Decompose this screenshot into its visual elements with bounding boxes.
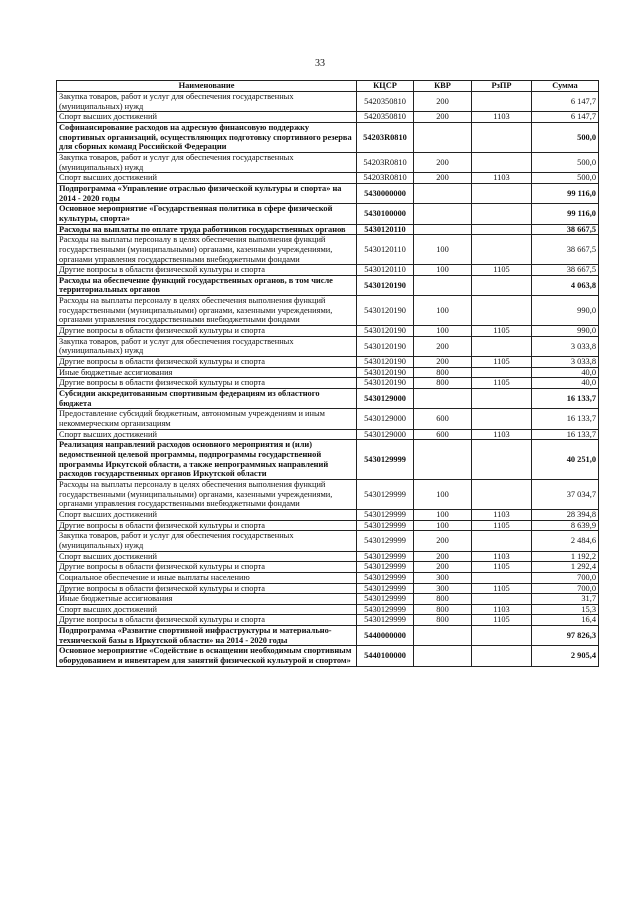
cell-sum: 6 147,7 [532, 92, 599, 112]
table-row [57, 409, 599, 429]
cell-name: Спорт высших достижений [57, 173, 357, 184]
cell-rzpr: 1105 [472, 562, 532, 573]
cell-name: Субсидии аккредитованным спортивным федерациям из областного бюджета [57, 389, 357, 409]
cell-sum: 97 826,3 [532, 626, 599, 646]
table-row [57, 520, 599, 531]
cell-kvr: 100 [414, 235, 472, 265]
cell-rzpr: 1103 [472, 429, 532, 440]
cell-sum: 38 667,5 [532, 235, 599, 265]
cell-name: Другие вопросы в области физической культуры и спорта [57, 265, 357, 276]
cell-rzpr [472, 479, 532, 509]
cell-kvr [414, 626, 472, 646]
cell-rzpr [472, 235, 532, 265]
cell-rzpr: 1105 [472, 520, 532, 531]
cell-kcsr: 5430129999 [357, 615, 414, 626]
table-row [57, 509, 599, 520]
table-row [57, 440, 599, 480]
cell-kvr: 200 [414, 357, 472, 368]
cell-rzpr: 1103 [472, 112, 532, 123]
cell-sum: 2 905,4 [532, 646, 599, 666]
header-kvr: КВР [414, 81, 472, 92]
cell-sum: 99 116,0 [532, 183, 599, 203]
cell-sum: 28 394,8 [532, 509, 599, 520]
cell-kcsr: 5430120110 [357, 265, 414, 276]
cell-kcsr: 5430120110 [357, 224, 414, 235]
cell-rzpr: 1103 [472, 604, 532, 615]
cell-rzpr [472, 296, 532, 326]
cell-name: Расходы на выплаты персоналу в целях обеспечения выполнения функций государственными (муниципальными) органами, казенными учреждениями, органами управления государственными внебюджетными фондами [57, 235, 357, 265]
cell-kvr: 200 [414, 152, 472, 172]
table-row [57, 646, 599, 666]
cell-sum: 500,0 [532, 152, 599, 172]
cell-name: Реализация направлений расходов основного мероприятия и (или) ведомственной целевой программы, подпрограммы государственной программы Иркутской области, а также непрограммных направлений расходов государственных органов Иркутской области [57, 440, 357, 480]
cell-kvr [414, 389, 472, 409]
table-row [57, 92, 599, 112]
cell-kvr [414, 275, 472, 295]
cell-rzpr: 1105 [472, 378, 532, 389]
cell-rzpr [472, 122, 532, 152]
cell-name: Спорт высших достижений [57, 551, 357, 562]
cell-kcsr: 5430129999 [357, 562, 414, 573]
cell-kcsr: 5430129999 [357, 572, 414, 583]
cell-sum: 700,0 [532, 583, 599, 594]
cell-sum: 3 033,8 [532, 357, 599, 368]
cell-kcsr: 5430129999 [357, 440, 414, 480]
cell-sum: 40,0 [532, 367, 599, 378]
table-row [57, 122, 599, 152]
cell-kvr: 100 [414, 520, 472, 531]
cell-name: Закупка товаров, работ и услуг для обеспечения государственных (муниципальных) нужд [57, 92, 357, 112]
cell-kcsr: 5430129999 [357, 594, 414, 605]
cell-rzpr: 1103 [472, 173, 532, 184]
cell-sum: 16,4 [532, 615, 599, 626]
cell-sum: 15,3 [532, 604, 599, 615]
header-name: Наименование [57, 81, 357, 92]
cell-kvr: 200 [414, 562, 472, 573]
cell-kcsr: 54203R0810 [357, 152, 414, 172]
cell-kcsr: 5430129999 [357, 509, 414, 520]
cell-kvr [414, 122, 472, 152]
cell-kvr: 100 [414, 265, 472, 276]
cell-rzpr [472, 152, 532, 172]
table-header-row [57, 81, 599, 92]
cell-rzpr [472, 275, 532, 295]
cell-kcsr: 5430120110 [357, 235, 414, 265]
cell-name: Другие вопросы в области физической культуры и спорта [57, 583, 357, 594]
cell-name: Спорт высших достижений [57, 509, 357, 520]
table-row [57, 235, 599, 265]
page-number: 33 [315, 58, 325, 69]
table-row [57, 389, 599, 409]
cell-rzpr: 1105 [472, 583, 532, 594]
cell-name: Другие вопросы в области физической культуры и спорта [57, 378, 357, 389]
cell-rzpr [472, 204, 532, 224]
cell-rzpr: 1105 [472, 615, 532, 626]
cell-kcsr: 5430120190 [357, 336, 414, 356]
cell-kvr [414, 224, 472, 235]
cell-kcsr: 5430129000 [357, 409, 414, 429]
cell-name: Социальное обеспечение и иные выплаты населению [57, 572, 357, 583]
cell-name: Другие вопросы в области физической культуры и спорта [57, 562, 357, 573]
cell-kcsr: 5440000000 [357, 626, 414, 646]
cell-sum: 6 147,7 [532, 112, 599, 123]
cell-rzpr [472, 224, 532, 235]
cell-kcsr: 5430120190 [357, 275, 414, 295]
header-rzpr: РзПР [472, 81, 532, 92]
cell-kcsr: 5430129000 [357, 429, 414, 440]
cell-sum: 16 133,7 [532, 389, 599, 409]
cell-kvr: 200 [414, 531, 472, 551]
cell-name: Расходы на обеспечение функций государственных органов, в том числе территориальных органов [57, 275, 357, 295]
table-row [57, 429, 599, 440]
cell-name: Закупка товаров, работ и услуг для обеспечения государственных (муниципальных) нужд [57, 152, 357, 172]
cell-rzpr [472, 336, 532, 356]
cell-rzpr [472, 626, 532, 646]
cell-rzpr [472, 531, 532, 551]
table-row [57, 326, 599, 337]
cell-name: Расходы на выплаты персоналу в целях обеспечения выполнения функций государственными (муниципальными) органами, казенными учреждениями, органами управления государственными внебюджетными фондами [57, 479, 357, 509]
cell-kcsr: 5430120190 [357, 357, 414, 368]
cell-name: Другие вопросы в области физической культуры и спорта [57, 615, 357, 626]
cell-rzpr [472, 646, 532, 666]
table-row [57, 583, 599, 594]
cell-sum: 700,0 [532, 572, 599, 583]
cell-kvr: 200 [414, 112, 472, 123]
cell-kcsr: 5430000000 [357, 183, 414, 203]
cell-rzpr: 1103 [472, 551, 532, 562]
cell-kvr: 600 [414, 429, 472, 440]
cell-rzpr [472, 367, 532, 378]
cell-kvr: 300 [414, 583, 472, 594]
cell-sum: 40 251,0 [532, 440, 599, 480]
cell-rzpr [472, 389, 532, 409]
cell-kcsr: 5430129999 [357, 479, 414, 509]
table-row [57, 112, 599, 123]
cell-name: Подпрограмма «Управление отраслью физической культуры и спорта» на 2014 - 2020 годы [57, 183, 357, 203]
cell-sum: 16 133,7 [532, 429, 599, 440]
table-row [57, 594, 599, 605]
cell-rzpr [472, 594, 532, 605]
cell-name: Спорт высших достижений [57, 112, 357, 123]
cell-name: Другие вопросы в области физической культуры и спорта [57, 326, 357, 337]
table-row [57, 265, 599, 276]
cell-name: Расходы на выплаты по оплате труда работников государственных органов [57, 224, 357, 235]
cell-kvr: 300 [414, 572, 472, 583]
table-row [57, 357, 599, 368]
cell-kvr [414, 204, 472, 224]
cell-name: Закупка товаров, работ и услуг для обеспечения государственных (муниципальных) нужд [57, 531, 357, 551]
cell-kvr: 800 [414, 604, 472, 615]
cell-kcsr: 5430129999 [357, 583, 414, 594]
table-row [57, 604, 599, 615]
cell-sum: 500,0 [532, 122, 599, 152]
cell-name: Другие вопросы в области физической культуры и спорта [57, 357, 357, 368]
table-row [57, 224, 599, 235]
cell-sum: 3 033,8 [532, 336, 599, 356]
header-sum: Сумма [532, 81, 599, 92]
table-row [57, 551, 599, 562]
cell-rzpr: 1105 [472, 357, 532, 368]
table-row [57, 173, 599, 184]
cell-name: Подпрограмма «Развитие спортивной инфраструктуры и материально- технической базы в Иркутской области» на 2014 - 2020 годы [57, 626, 357, 646]
cell-rzpr [472, 440, 532, 480]
cell-name: Спорт высших достижений [57, 604, 357, 615]
cell-sum: 16 133,7 [532, 409, 599, 429]
cell-rzpr [472, 409, 532, 429]
cell-name: Основное мероприятие «Содействие в оснащении необходимым спортивным оборудованием и инвентарем для занятий физической культурой и спортом» [57, 646, 357, 666]
table-body [57, 92, 599, 667]
cell-sum: 1 292,4 [532, 562, 599, 573]
table-row [57, 626, 599, 646]
cell-name: Софинансирование расходов на адресную финансовую поддержку спортивных организаций, осуществляющих подготовку спортивного резерва для сборных команд Российской Федерации [57, 122, 357, 152]
table-row [57, 572, 599, 583]
cell-kcsr: 5430129999 [357, 520, 414, 531]
cell-name: Закупка товаров, работ и услуг для обеспечения государственных (муниципальных) нужд [57, 336, 357, 356]
cell-kcsr: 5440100000 [357, 646, 414, 666]
cell-rzpr [472, 92, 532, 112]
cell-kcsr: 5430129999 [357, 551, 414, 562]
cell-name: Предоставление субсидий бюджетным, автономным учреждениям и иным некоммерческим организациям [57, 409, 357, 429]
table-row [57, 336, 599, 356]
cell-name: Иные бюджетные ассигнования [57, 367, 357, 378]
cell-kvr: 800 [414, 367, 472, 378]
cell-kcsr: 5430120190 [357, 296, 414, 326]
cell-kcsr: 5430120190 [357, 378, 414, 389]
cell-sum: 990,0 [532, 296, 599, 326]
cell-sum: 38 667,5 [532, 224, 599, 235]
cell-kvr: 100 [414, 326, 472, 337]
cell-name: Спорт высших достижений [57, 429, 357, 440]
budget-table [56, 80, 599, 667]
table-row [57, 275, 599, 295]
cell-sum: 38 667,5 [532, 265, 599, 276]
cell-name: Основное мероприятие «Государственная политика в сфере физической культуры, спорта» [57, 204, 357, 224]
table-row [57, 296, 599, 326]
cell-rzpr [472, 183, 532, 203]
cell-kvr: 200 [414, 336, 472, 356]
cell-kvr: 800 [414, 594, 472, 605]
cell-kvr: 600 [414, 409, 472, 429]
cell-kvr: 200 [414, 551, 472, 562]
table-row [57, 531, 599, 551]
cell-kvr [414, 440, 472, 480]
cell-rzpr: 1103 [472, 509, 532, 520]
cell-kcsr: 54203R0810 [357, 173, 414, 184]
cell-name: Расходы на выплаты персоналу в целях обеспечения выполнения функций государственными (муниципальными) органами, казенными учреждениями, органами управления государственными внебюджетными фондами [57, 296, 357, 326]
cell-kcsr: 5430120190 [357, 367, 414, 378]
cell-sum: 99 116,0 [532, 204, 599, 224]
cell-kcsr: 5430129000 [357, 389, 414, 409]
cell-kcsr: 5430120190 [357, 326, 414, 337]
cell-sum: 990,0 [532, 326, 599, 337]
cell-rzpr: 1105 [472, 326, 532, 337]
table-row [57, 615, 599, 626]
cell-kvr: 200 [414, 92, 472, 112]
cell-sum: 2 484,6 [532, 531, 599, 551]
cell-kvr: 800 [414, 615, 472, 626]
table-row [57, 479, 599, 509]
cell-kcsr: 5420350810 [357, 112, 414, 123]
cell-sum: 31,7 [532, 594, 599, 605]
cell-sum: 8 639,9 [532, 520, 599, 531]
table-row [57, 183, 599, 203]
table-row [57, 378, 599, 389]
cell-kvr: 100 [414, 479, 472, 509]
cell-kvr: 100 [414, 509, 472, 520]
table-row [57, 152, 599, 172]
cell-kcsr: 54203R0810 [357, 122, 414, 152]
cell-sum: 500,0 [532, 173, 599, 184]
cell-kvr: 100 [414, 296, 472, 326]
cell-kvr: 800 [414, 378, 472, 389]
cell-kvr: 200 [414, 173, 472, 184]
cell-rzpr [472, 572, 532, 583]
header-kcsr: КЦСР [357, 81, 414, 92]
cell-sum: 37 034,7 [532, 479, 599, 509]
cell-kvr [414, 183, 472, 203]
cell-kcsr: 5420350810 [357, 92, 414, 112]
cell-name: Иные бюджетные ассигнования [57, 594, 357, 605]
table-row [57, 204, 599, 224]
cell-name: Другие вопросы в области физической культуры и спорта [57, 520, 357, 531]
cell-kcsr: 5430129999 [357, 604, 414, 615]
cell-sum: 40,0 [532, 378, 599, 389]
table-row [57, 367, 599, 378]
cell-sum: 4 063,8 [532, 275, 599, 295]
cell-kvr [414, 646, 472, 666]
cell-sum: 1 192,2 [532, 551, 599, 562]
cell-rzpr: 1105 [472, 265, 532, 276]
table-row [57, 562, 599, 573]
cell-kcsr: 5430100000 [357, 204, 414, 224]
cell-kcsr: 5430129999 [357, 531, 414, 551]
